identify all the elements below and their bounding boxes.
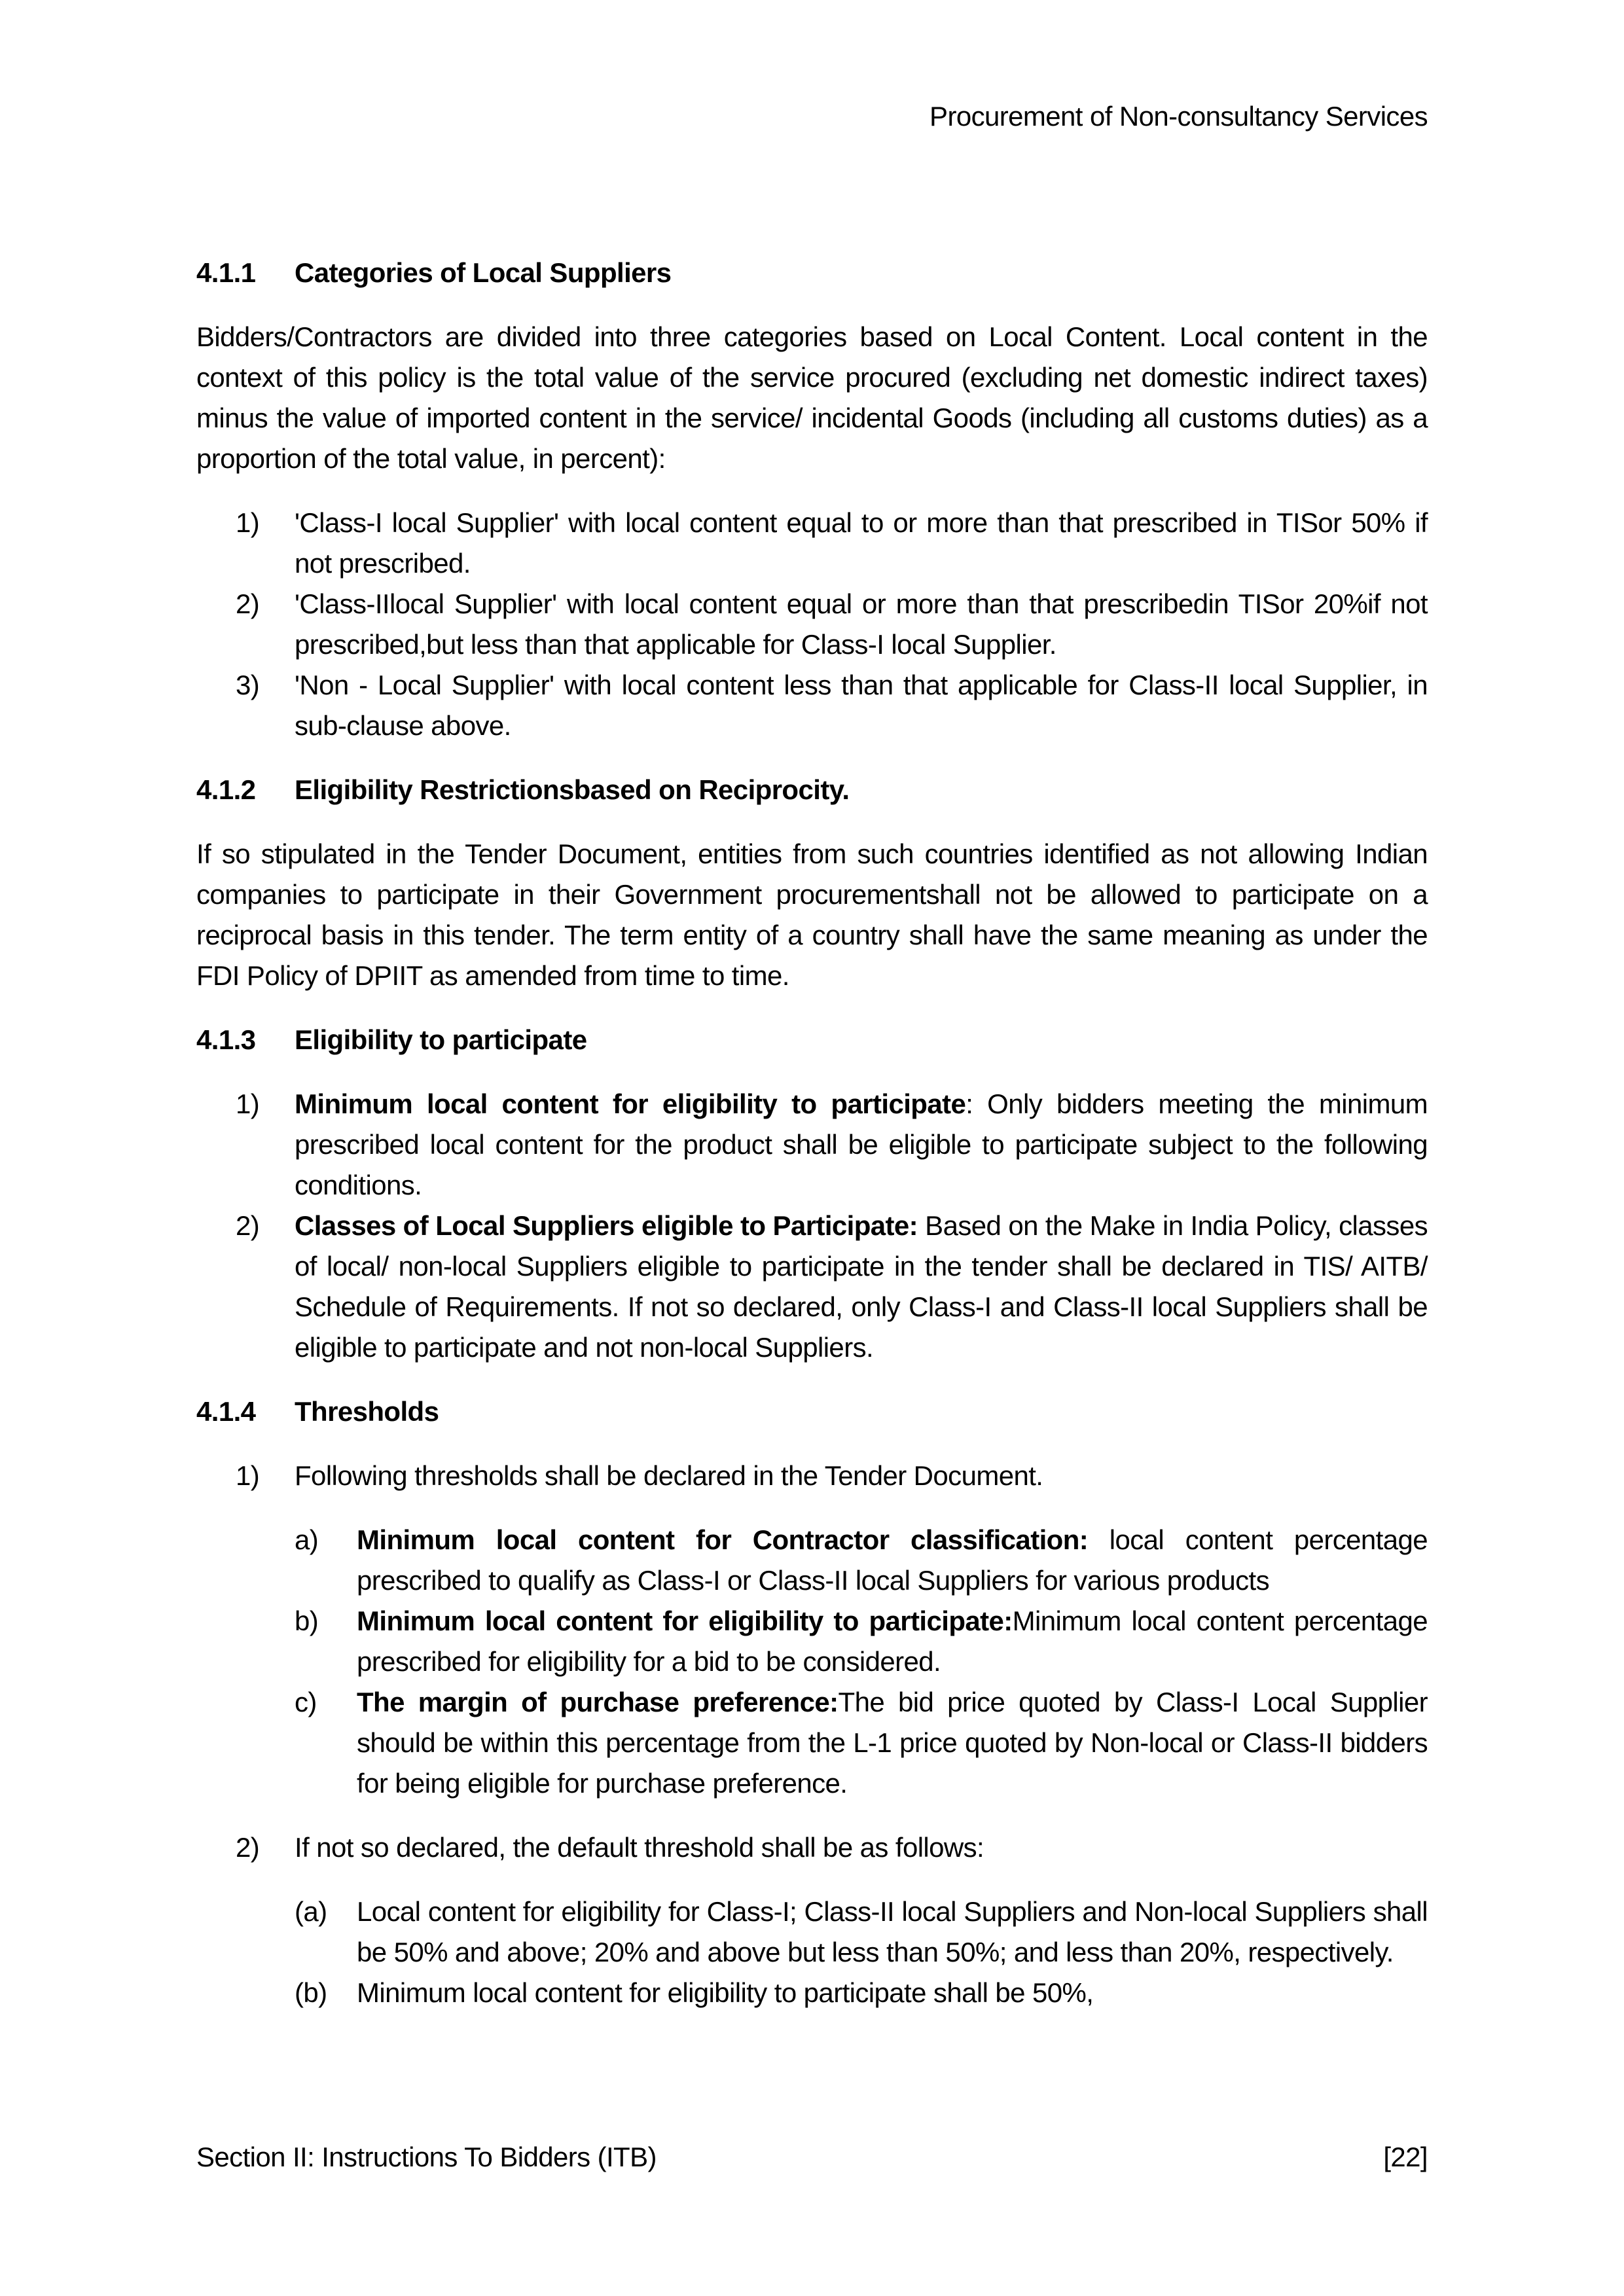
body-paragraph: If so stipulated in the Tender Document, entities from such countries identified as not allowing Indian companies to participate in their Government procurementshall not be allowed to participate on a reciprocal basis in this tender. The term entity of a country shall have the same meaning as under the FDI Policy of DPIIT as amended from time to time. [196,838,1428,991]
heading-title: Eligibility to participate [295,1024,587,1055]
section-heading-4-1-2 [196,770,1428,810]
heading-number: 4.1.2 [196,774,256,805]
list-item [196,503,1428,584]
heading-number: 4.1.4 [196,1396,256,1427]
header-title: Procurement of Non-consultancy Services [929,101,1428,132]
list-item [196,1456,1428,1496]
list-item-marker: 2) [236,1210,260,1241]
list-item-marker: a) [295,1524,319,1555]
body-paragraph: Bidders/Contractors are divided into three categories based on Local Content. Local content in the context of this policy is the total value of the service procured (excluding net domestic indirect taxes) minus the value of imported content in the service/ incidental Goods (including all customs duties) as a proportion of the total value, in percent): [196,321,1428,474]
page-header [196,98,1428,135]
list-item-marker: 3) [236,670,260,700]
section-heading-4-1-4 [196,1391,1428,1432]
list-item [196,1520,1428,1601]
list-item [196,1973,1428,2013]
list-item-text: The bid price quoted by Class-I Local Supplier should be within this percentage from the L-1 price quoted by Non-local or Class-II bidders for being eligible for purchase preference. [357,1687,1428,1799]
heading-number: 4.1.1 [196,257,256,288]
list-item [196,665,1428,746]
heading-title: Thresholds [295,1396,439,1427]
list-item-text: 'Non - Local Supplier' with local content less than that applicable for Class-II local Supplier, in sub-clause above. [295,670,1428,741]
heading-title: Eligibility Restrictionsbased on Reciprocity. [295,774,850,805]
list-item-text: 'Class-IIlocal Supplier' with local content equal or more than that prescribedin TISor 20%if not prescribed,but less than that applicable for Class-I local Supplier. [295,588,1428,660]
heading-title: Categories of Local Suppliers [295,257,672,288]
list-item-lead: The margin of purchase preference: [357,1687,839,1717]
section-heading-4-1-3 [196,1020,1428,1060]
list-item [196,1206,1428,1368]
list-item-text: Minimum local content for eligibility to participate shall be 50%, [357,1977,1094,2008]
lettered-sublist [196,1520,1428,1804]
heading-number: 4.1.3 [196,1024,256,1055]
list-item [196,1084,1428,1206]
list-item-marker: 1) [236,1088,260,1119]
list-item-text: Based on the Make in India Policy, classes of local/ non-local Suppliers eligible to participate in the tender shall be declared in TIS/ AITB/ Schedule of Requirements. If not so declared, only Class-I and Class-II local Suppliers shall be eligible to participate and not non-local Suppliers. [295,1210,1428,1363]
list-item-marker: c) [295,1687,317,1717]
list-item [196,584,1428,665]
list-item-marker: 1) [236,507,260,538]
list-item [196,1892,1428,1973]
list-item-marker: 2) [236,1832,260,1863]
list-item-marker: (b) [295,1977,327,2008]
list-item [196,1682,1428,1804]
list-item-text: If not so declared, the default threshold shall be as follows: [295,1832,984,1863]
footer-page-number: [22] [1383,2142,1428,2172]
list-item-lead: Minimum local content for eligibility to participate [295,1088,966,1119]
numbered-list [196,1827,1428,1868]
list-item-marker: 2) [236,588,260,619]
list-item-marker: 1) [236,1460,260,1491]
list-item-text: Minimum local content percentage prescribed for eligibility for a bid to be considered. [357,1605,1428,1677]
list-item-lead: Minimum local content for Contractor classification: [357,1524,1089,1555]
list-item-text: local content percentage prescribed to qualify as Class-I or Class-II local Suppliers for various products [357,1524,1428,1596]
section-heading-4-1-1 [196,253,1428,293]
list-item [196,1601,1428,1682]
list-item-text: : Only bidders meeting the minimum prescribed local content for the product shall be eligible to participate subject to the following conditions. [295,1088,1428,1200]
lettered-sublist [196,1892,1428,2013]
numbered-list [196,503,1428,746]
list-item-lead: Minimum local content for eligibility to participate: [357,1605,1013,1636]
footer-section-label: Section II: Instructions To Bidders (ITB) [196,2142,657,2172]
list-item-marker: b) [295,1605,319,1636]
page-footer [196,2139,1428,2176]
numbered-list [196,1084,1428,1368]
list-item-lead: Classes of Local Suppliers eligible to Participate: [295,1210,918,1241]
list-item-text: Local content for eligibility for Class-I; Class-II local Suppliers and Non-local Suppliers shall be 50% and above; 20% and above but less than 50%; and less than 20%, respectively. [357,1896,1428,1967]
list-item-text: 'Class-I local Supplier' with local content equal to or more than that prescribed in TISor 50% if not prescribed. [295,507,1428,579]
list-item [196,1827,1428,1868]
list-item-text: Following thresholds shall be declared in the Tender Document. [295,1460,1043,1491]
list-item-marker: (a) [295,1896,327,1927]
numbered-list [196,1456,1428,1496]
